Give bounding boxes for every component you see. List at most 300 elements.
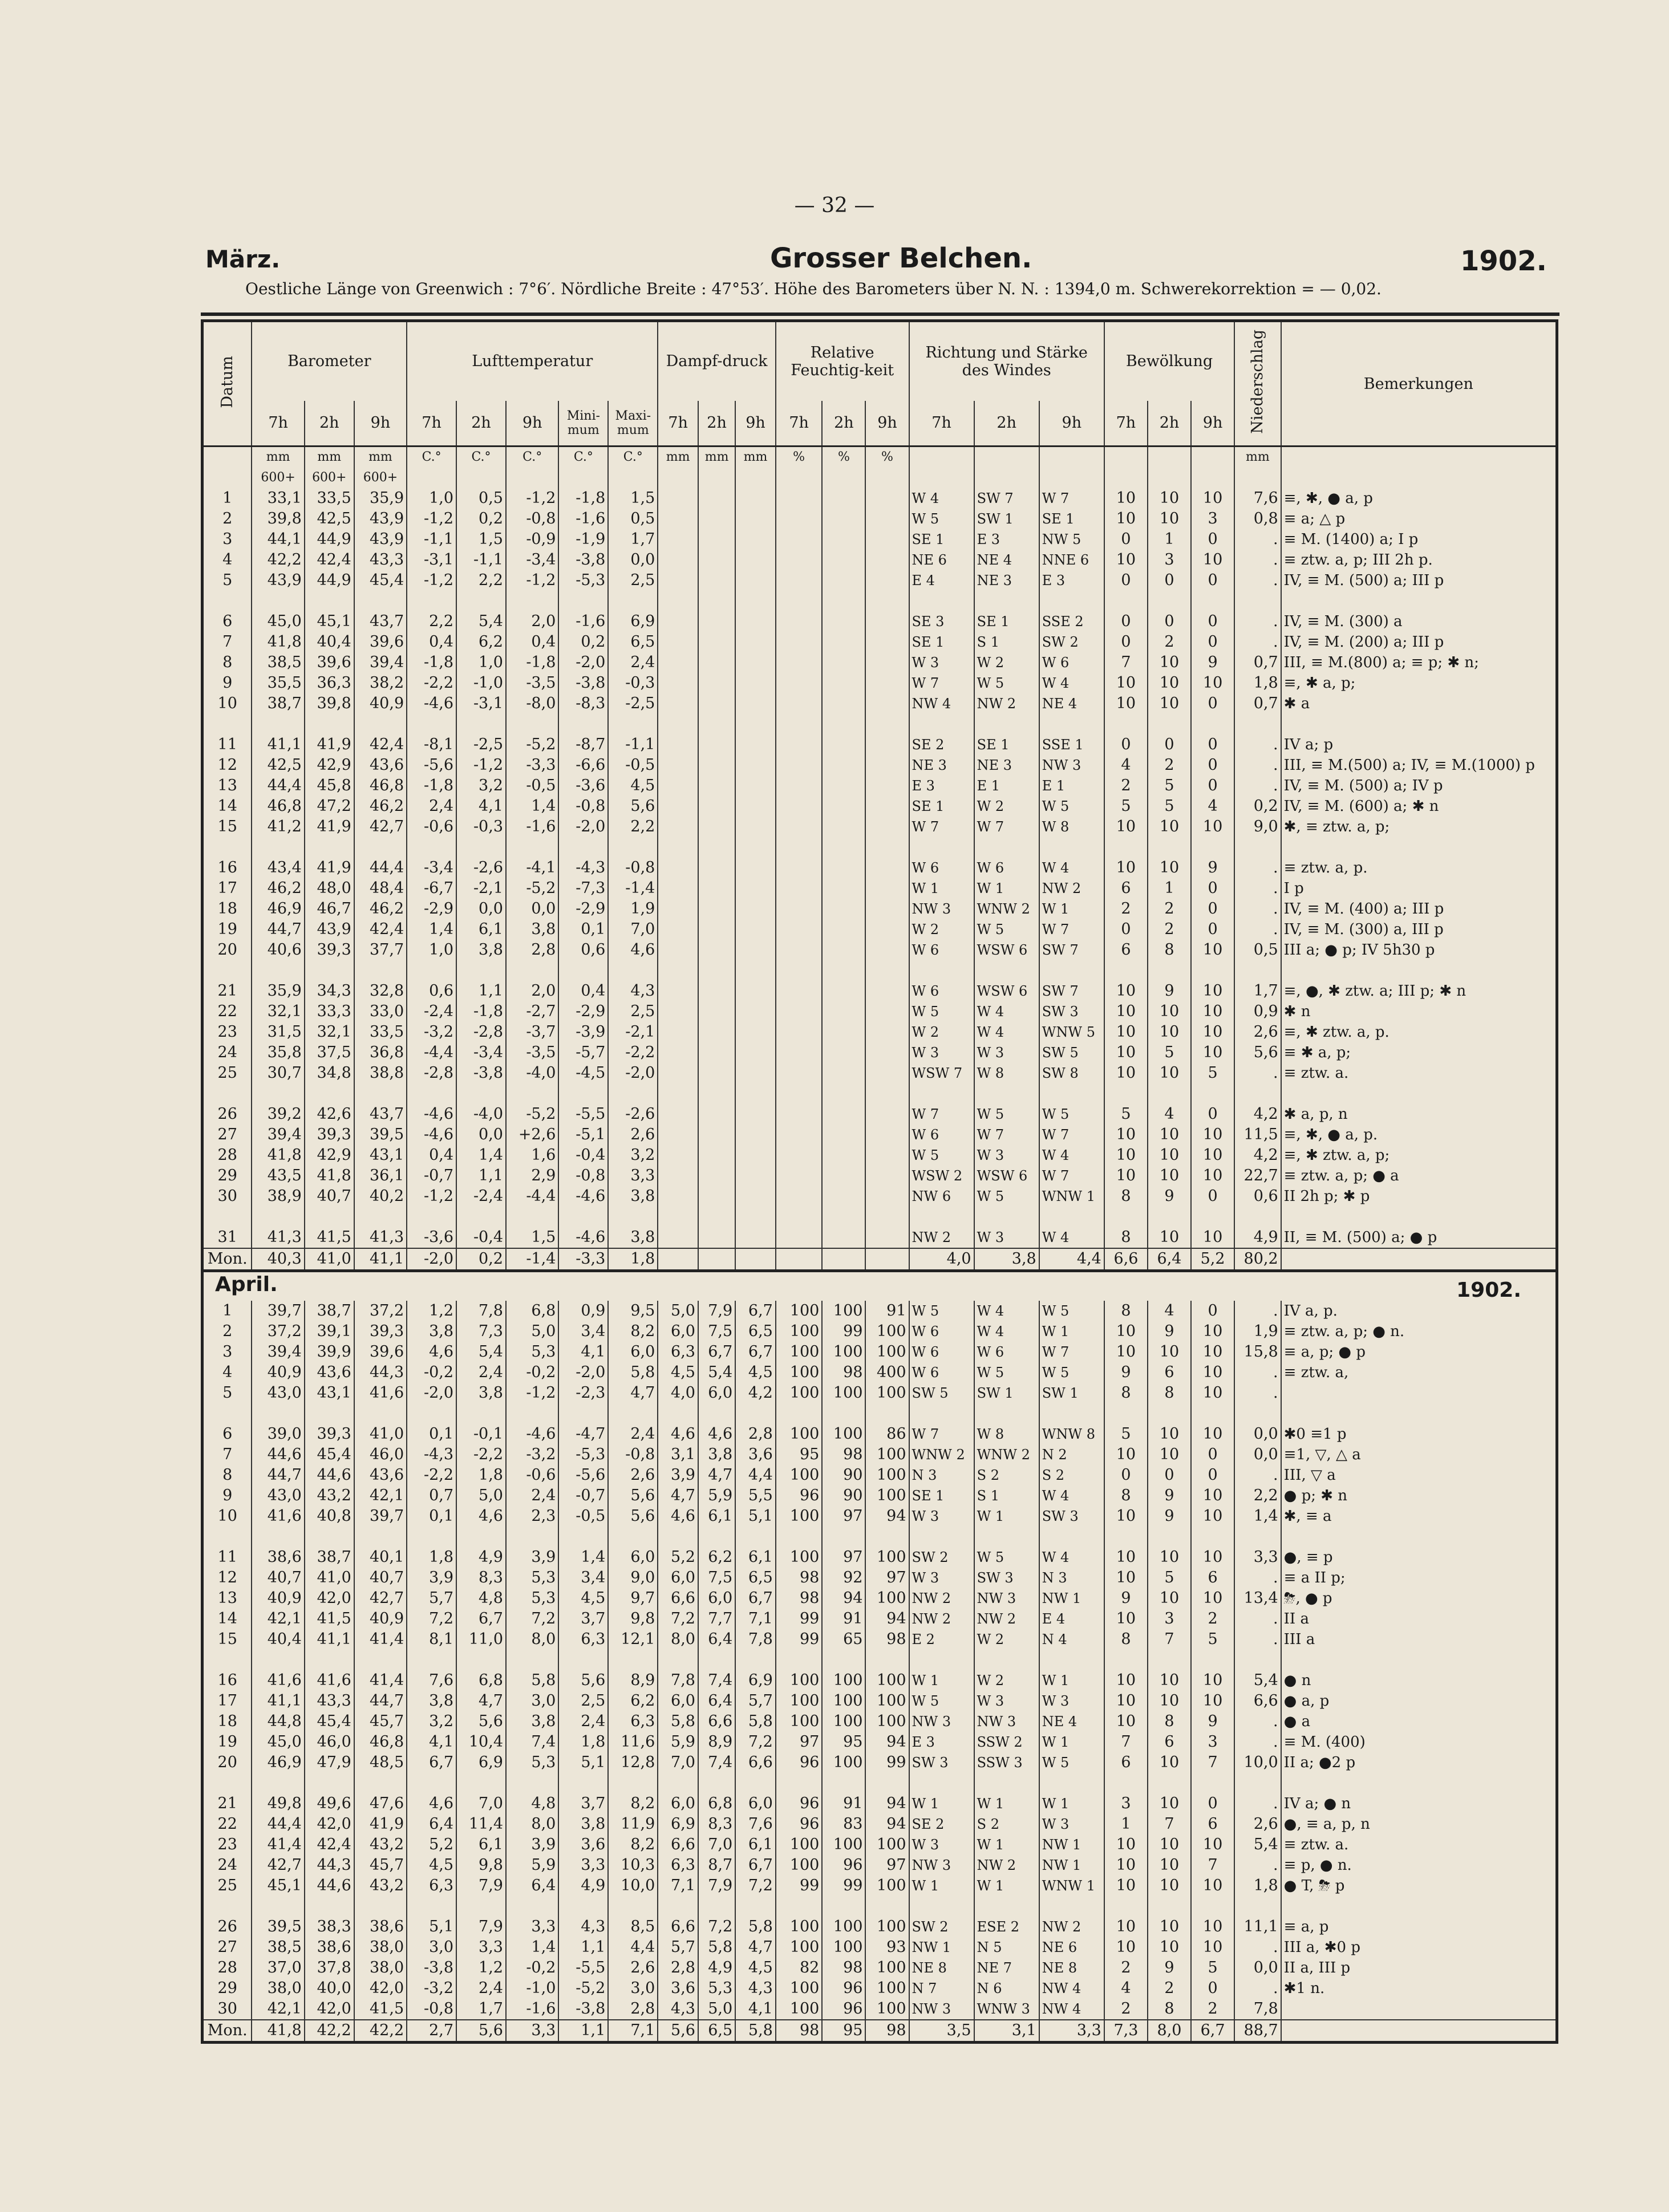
empty-cell [506, 1650, 558, 1670]
humidity-value: 100 [776, 1691, 823, 1711]
temperature-value: -5,6 [407, 755, 456, 776]
cloud-value: 10 [1148, 1917, 1191, 1937]
empty-cell [698, 940, 735, 960]
wind-value: W 7 [1039, 1166, 1104, 1186]
vapor-pressure-value: 3,6 [658, 1978, 698, 1999]
empty-cell [658, 488, 698, 509]
empty-cell [776, 550, 823, 570]
empty-cell [865, 611, 909, 632]
temperature-value: 0,4 [558, 981, 608, 1001]
empty-cell [698, 960, 735, 981]
wind-value: W 2 [909, 1022, 974, 1042]
empty-cell [658, 591, 698, 611]
empty-cell [658, 632, 698, 652]
wind-value: WSW 2 [909, 1166, 974, 1186]
cloud-value: 7 [1104, 652, 1148, 673]
unit: C.° [506, 447, 558, 468]
empty-cell [735, 1248, 776, 1271]
empty-cell [776, 817, 823, 837]
cloud-value: 6,6 [1104, 1248, 1148, 1271]
empty-cell [974, 837, 1039, 858]
wind-value: SW 1 [974, 509, 1039, 529]
barometer-value: 43,5 [252, 1166, 304, 1186]
wind-value: W 2 [974, 1629, 1039, 1650]
remark-text: III, ≡ M.(500) a; IV, ≡ M.(1000) p [1281, 755, 1557, 776]
empty-cell [776, 693, 823, 714]
temperature-value: -2,5 [608, 693, 658, 714]
empty-cell [658, 858, 698, 878]
precipitation-value: . [1234, 1978, 1281, 1999]
empty-cell [1148, 837, 1191, 858]
barometer-value: 42,6 [305, 1104, 354, 1125]
barometer-value: 43,2 [354, 1876, 407, 1896]
temperature-value: -2,2 [407, 1465, 456, 1486]
table-row [202, 1629, 1557, 1650]
empty-cell [974, 1773, 1039, 1793]
barometer-value: 38,6 [354, 1917, 407, 1937]
barometer-value: 41,6 [354, 1383, 407, 1403]
table-row [202, 1793, 1557, 1814]
wind-value: SW 5 [909, 1383, 974, 1403]
temperature-value: 12,8 [608, 1752, 658, 1773]
wind-value: SW 8 [1039, 1063, 1104, 1083]
precipitation-value: 2,6 [1234, 1022, 1281, 1042]
cloud-value: 9 [1104, 1362, 1148, 1383]
temperature-value: 2,9 [506, 1166, 558, 1186]
barometer-value: 39,4 [252, 1342, 304, 1362]
wind-value: NW 4 [909, 693, 974, 714]
empty-cell [865, 981, 909, 1001]
temperature-value: 5,3 [506, 1342, 558, 1362]
empty-cell [865, 817, 909, 837]
cloud-value: 10 [1148, 1063, 1191, 1083]
cloud-value: 8 [1104, 1629, 1148, 1650]
cloud-value: 10 [1191, 1486, 1234, 1506]
table-row [202, 652, 1557, 673]
empty-cell [698, 899, 735, 919]
temp-min: Mini-mum [558, 401, 608, 447]
empty-cell [456, 591, 506, 611]
temperature-value: -4,1 [506, 858, 558, 878]
empty-cell [865, 837, 909, 858]
empty-cell [865, 1227, 909, 1248]
empty-cell [776, 1001, 823, 1022]
wind-value: NW 2 [974, 1609, 1039, 1629]
empty-cell [865, 693, 909, 714]
day-number: 6 [202, 611, 252, 632]
day-number: 3 [202, 529, 252, 550]
vapor-pressure-value: 6,0 [698, 1383, 735, 1403]
empty-cell [1234, 1527, 1281, 1547]
day-number: 4 [202, 1362, 252, 1383]
empty-cell [822, 488, 865, 509]
temperature-value: -0,8 [407, 1999, 456, 2020]
cloud-value: 6 [1104, 940, 1148, 960]
empty-cell [658, 1403, 698, 1424]
vapor-pressure-value: 8,9 [698, 1732, 735, 1752]
vapor-pressure-value: 6,4 [698, 1691, 735, 1711]
temperature-value: 2,2 [608, 817, 658, 837]
wind-value: W 3 [909, 1834, 974, 1855]
empty-cell [735, 1125, 776, 1145]
temperature-value: -1,8 [407, 776, 456, 796]
day-number: 10 [202, 693, 252, 714]
cloud-value: 2 [1191, 1609, 1234, 1629]
empty-cell [407, 714, 456, 734]
table-row [202, 1834, 1557, 1855]
remark-text: ≡ ✱ a, p; [1281, 1042, 1557, 1063]
vapor-pressure-value: 6,5 [735, 1568, 776, 1588]
barometer-value: 40,9 [252, 1588, 304, 1609]
empty-cell [202, 1083, 252, 1104]
temperature-value: -2,0 [407, 1248, 456, 1271]
temperature-value: 7,2 [407, 1609, 456, 1629]
humidity-value: 94 [865, 1793, 909, 1814]
unit: C.° [608, 447, 658, 468]
remark-text: I p [1281, 878, 1557, 899]
wind-value: W 1 [1039, 1793, 1104, 1814]
empty-cell [1104, 837, 1148, 858]
remark-text: ⛈, ● p [1281, 1588, 1557, 1609]
temperature-value: 4,6 [407, 1793, 456, 1814]
empty-cell [506, 714, 558, 734]
empty-cell [202, 960, 252, 981]
barometer-value: 40,8 [305, 1506, 354, 1527]
temperature-value: 10,4 [456, 1732, 506, 1752]
wind-value: W 7 [1039, 488, 1104, 509]
empty-cell [407, 960, 456, 981]
empty-cell [735, 1650, 776, 1670]
table-row [202, 1609, 1557, 1629]
wind-value: SSE 1 [1039, 734, 1104, 755]
wind-value: N 3 [1039, 1568, 1104, 1588]
temperature-value: -4,4 [506, 1186, 558, 1207]
remark-text: ≡ a, p [1281, 1917, 1557, 1937]
remark-text: ≡, ●, ✱ ztw. a; III p; ✱ n [1281, 981, 1557, 1001]
empty-cell [1234, 591, 1281, 611]
empty-cell [822, 1403, 865, 1424]
empty-cell [1148, 1207, 1191, 1227]
wind-value: W 2 [974, 652, 1039, 673]
empty-cell [698, 1186, 735, 1207]
barometer-value: 38,6 [305, 1937, 354, 1958]
wind-value: W 3 [974, 1691, 1039, 1711]
remark-text: ≡ ztw. a, [1281, 1362, 1557, 1383]
temperature-value: 1,5 [506, 1227, 558, 1248]
empty-cell [776, 960, 823, 981]
vapor-pressure-value: 6,2 [698, 1547, 735, 1568]
empty-cell [865, 1104, 909, 1125]
barometer-value: 39,7 [252, 1301, 304, 1321]
vapor-pressure-value: 8,3 [698, 1814, 735, 1834]
temperature-value: -5,3 [558, 1444, 608, 1465]
barometer-value: 42,4 [354, 919, 407, 940]
cloud-value: 10 [1191, 1424, 1234, 1444]
cloud-value: 10 [1104, 981, 1148, 1001]
empty-cell [974, 960, 1039, 981]
temperature-value: -0,3 [608, 673, 658, 693]
temperature-value: 2,6 [608, 1465, 658, 1486]
table-row [202, 1547, 1557, 1568]
remark-text: ✱, ≡ ztw. a, p; [1281, 817, 1557, 837]
cloud-value: 4 [1148, 1104, 1191, 1125]
temperature-value: -0,7 [407, 1166, 456, 1186]
temperature-value: -0,8 [506, 509, 558, 529]
remark-text: ≡ a II p; [1281, 1568, 1557, 1588]
wind-value: NE 8 [1039, 1958, 1104, 1978]
group-separator [202, 1403, 1557, 1424]
wind-value: W 3 [909, 1568, 974, 1588]
day-number: 21 [202, 1793, 252, 1814]
empty-cell [658, 1896, 698, 1917]
day-number: 14 [202, 796, 252, 817]
wind-value: NE 3 [974, 570, 1039, 591]
barometer-value: 44,6 [252, 1444, 304, 1465]
day-number: 17 [202, 878, 252, 899]
remark-text: ≡ M. (1400) a; I p [1281, 529, 1557, 550]
day-number: 24 [202, 1042, 252, 1063]
precipitation-value: . [1234, 1629, 1281, 1650]
cloud-value: 10 [1191, 940, 1234, 960]
unit: mm [658, 447, 698, 468]
empty-cell [822, 1001, 865, 1022]
humidity-value: 96 [776, 1814, 823, 1834]
cloud-value: 10 [1104, 858, 1148, 878]
empty-cell [1039, 837, 1104, 858]
temperature-value: 4,1 [456, 796, 506, 817]
wind-header: Richtung und Stärke des Windes [909, 321, 1104, 401]
empty-cell [558, 1403, 608, 1424]
precipitation-value: 11,5 [1234, 1125, 1281, 1145]
temperature-value: -0,2 [506, 1958, 558, 1978]
empty-cell [822, 714, 865, 734]
cloud-value: 10 [1104, 1063, 1148, 1083]
cloud-value: 2 [1104, 776, 1148, 796]
empty-cell [407, 1403, 456, 1424]
vapor-pressure-value: 4,6 [698, 1424, 735, 1444]
wind-value: W 5 [974, 919, 1039, 940]
vapor-pressure-value: 7,2 [658, 1609, 698, 1629]
vapor-pressure-value: 4,5 [658, 1362, 698, 1383]
day-number: 25 [202, 1876, 252, 1896]
temperature-value: 6,2 [608, 1691, 658, 1711]
temperature-value: 5,6 [608, 1486, 658, 1506]
empty-cell [822, 1042, 865, 1063]
temperature-value: 4,5 [407, 1855, 456, 1876]
remark-text: III a, ✱0 p [1281, 1937, 1557, 1958]
cloud-value: 10 [1148, 1022, 1191, 1042]
temperature-value: 1,7 [608, 529, 658, 550]
day-number: 7 [202, 632, 252, 652]
group-separator [202, 1083, 1557, 1104]
humidity-value: 96 [776, 1486, 823, 1506]
precipitation-value: . [1234, 1937, 1281, 1958]
empty-cell [822, 529, 865, 550]
empty-cell [735, 1186, 776, 1207]
barometer-value: 33,0 [354, 1001, 407, 1022]
day-number: 12 [202, 1568, 252, 1588]
temperature-value: 3,2 [407, 1711, 456, 1732]
day-number: 23 [202, 1834, 252, 1855]
table-row [202, 1125, 1557, 1145]
empty-cell [698, 858, 735, 878]
temperature-value: 6,9 [608, 611, 658, 632]
humidity-value: 100 [776, 1383, 823, 1403]
empty-cell [658, 899, 698, 919]
empty-cell [909, 591, 974, 611]
cloud-value: 10 [1104, 1321, 1148, 1342]
humidity-value: 100 [865, 1670, 909, 1691]
temperature-value: 11,6 [608, 1732, 658, 1752]
empty-cell [822, 1063, 865, 1083]
vapor-pressure-value: 7,8 [735, 1629, 776, 1650]
humidity-value: 95 [822, 1732, 865, 1752]
temperature-value: 2,7 [407, 2020, 456, 2043]
vapor-pressure-value: 4,3 [735, 1978, 776, 1999]
barometer-value: 38,6 [252, 1547, 304, 1568]
empty-cell [865, 1022, 909, 1042]
wind-value: NE 7 [974, 1958, 1039, 1978]
temperature-value: 7,0 [456, 1793, 506, 1814]
empty-cell [1104, 1527, 1148, 1547]
humidity-value: 100 [776, 1301, 823, 1321]
cloud-value: 9 [1148, 1486, 1191, 1506]
temperature-value: 0,0 [608, 550, 658, 570]
temperature-value: 3,8 [608, 1227, 658, 1248]
wind-value: SW 1 [1039, 1383, 1104, 1403]
cloud-value: 10 [1104, 1917, 1148, 1937]
humidity-value: 97 [776, 1732, 823, 1752]
empty-cell [974, 1527, 1039, 1547]
empty-cell [865, 1773, 909, 1793]
temperature-value: 1,4 [558, 1547, 608, 1568]
empty-cell [776, 878, 823, 899]
wind-value: NE 6 [1039, 1937, 1104, 1958]
empty-cell [698, 693, 735, 714]
humidity-value: 97 [865, 1568, 909, 1588]
cloud-value: 3 [1191, 509, 1234, 529]
wind-value: W 5 [974, 1362, 1039, 1383]
wind-value: W 1 [1039, 1321, 1104, 1342]
temperature-value: -1,8 [407, 652, 456, 673]
empty-cell [974, 1650, 1039, 1670]
cloud-value: 6 [1104, 1752, 1148, 1773]
table-row [202, 981, 1557, 1001]
empty-cell [735, 1063, 776, 1083]
temperature-value: 7,0 [608, 919, 658, 940]
remark-text: ≡ a, p; ● p [1281, 1342, 1557, 1362]
temperature-value: -4,6 [558, 1227, 608, 1248]
empty-cell [407, 1773, 456, 1793]
wind-value: W 2 [909, 919, 974, 940]
cloud-value: 10 [1191, 1547, 1234, 1568]
temperature-value: 3,2 [456, 776, 506, 796]
temperature-value: 10,0 [608, 1876, 658, 1896]
empty-cell [776, 981, 823, 1001]
mean-label: Mon. [202, 2020, 252, 2043]
temperature-value: 4,9 [558, 1876, 608, 1896]
empty-cell [735, 776, 776, 796]
temperature-value: 3,8 [608, 1186, 658, 1207]
temperature-value: -5,2 [558, 1978, 608, 1999]
temperature-value: 1,0 [456, 652, 506, 673]
wind-value: 4,4 [1039, 1248, 1104, 1271]
empty-cell [735, 1145, 776, 1166]
cloud-value: 3 [1191, 1732, 1234, 1752]
vapor-pressure-value: 7,4 [698, 1752, 735, 1773]
empty-cell [658, 1104, 698, 1125]
empty-cell [776, 1227, 823, 1248]
wind-value: WSW 6 [974, 981, 1039, 1001]
empty-cell [865, 1650, 909, 1670]
empty-cell [776, 858, 823, 878]
month-title: März. [205, 245, 281, 273]
wind-value: W 6 [974, 1342, 1039, 1362]
wind-value: W 3 [909, 652, 974, 673]
vapor-pressure-value: 8,0 [658, 1629, 698, 1650]
cloud-value: 10 [1104, 1506, 1148, 1527]
barometer-value: 46,8 [252, 796, 304, 817]
humidity-value: 100 [865, 1588, 909, 1609]
empty-cell [305, 591, 354, 611]
humidity-value: 98 [776, 1588, 823, 1609]
empty-cell [776, 570, 823, 591]
temperature-value: 1,1 [456, 1166, 506, 1186]
barometer-value: 49,8 [252, 1793, 304, 1814]
niederschlag-header: Niederschlag [1234, 321, 1281, 447]
cloud-value: 4 [1148, 1301, 1191, 1321]
empty-cell [735, 1001, 776, 1022]
empty-cell [865, 1001, 909, 1022]
table-row [202, 1145, 1557, 1166]
remark-text: ✱0 ≡1 p [1281, 1424, 1557, 1444]
wind-value: NE 3 [909, 755, 974, 776]
weather-table [201, 319, 1558, 2044]
temperature-value: -3,7 [506, 1022, 558, 1042]
vapor-pressure-value: 5,9 [698, 1486, 735, 1506]
empty-cell [658, 1125, 698, 1145]
humidity-value: 100 [822, 1383, 865, 1403]
wind-value: W 6 [909, 1125, 974, 1145]
wind-value: WNW 1 [1039, 1876, 1104, 1896]
temperature-value: 3,9 [506, 1834, 558, 1855]
cloud-value: 0 [1191, 611, 1234, 632]
temperature-value: 2,0 [506, 611, 558, 632]
wind-value: W 3 [1039, 1814, 1104, 1834]
empty-cell [202, 1207, 252, 1227]
barometer-value: 37,7 [354, 940, 407, 960]
empty-cell [658, 529, 698, 550]
barometer-value: 42,5 [252, 755, 304, 776]
barometer-value: 42,0 [305, 1814, 354, 1834]
empty-cell [1104, 1207, 1148, 1227]
temperature-value: -8,1 [407, 734, 456, 755]
table-row [202, 1063, 1557, 1083]
temperature-value: 6,9 [456, 1752, 506, 1773]
temperature-value: -5,6 [558, 1465, 608, 1486]
day-number: 26 [202, 1917, 252, 1937]
empty-cell [735, 837, 776, 858]
cloud-value: 2 [1191, 1999, 1234, 2020]
empty-cell [252, 1650, 304, 1670]
remark-text: IV a, p. [1281, 1301, 1557, 1321]
cloud-value: 0 [1104, 570, 1148, 591]
humidity-value: 90 [822, 1486, 865, 1506]
temperature-value: 9,7 [608, 1588, 658, 1609]
remark-text: ●, ≡ a, p, n [1281, 1814, 1557, 1834]
humidity-value: 100 [865, 1834, 909, 1855]
precipitation-value: 1,4 [1234, 1506, 1281, 1527]
